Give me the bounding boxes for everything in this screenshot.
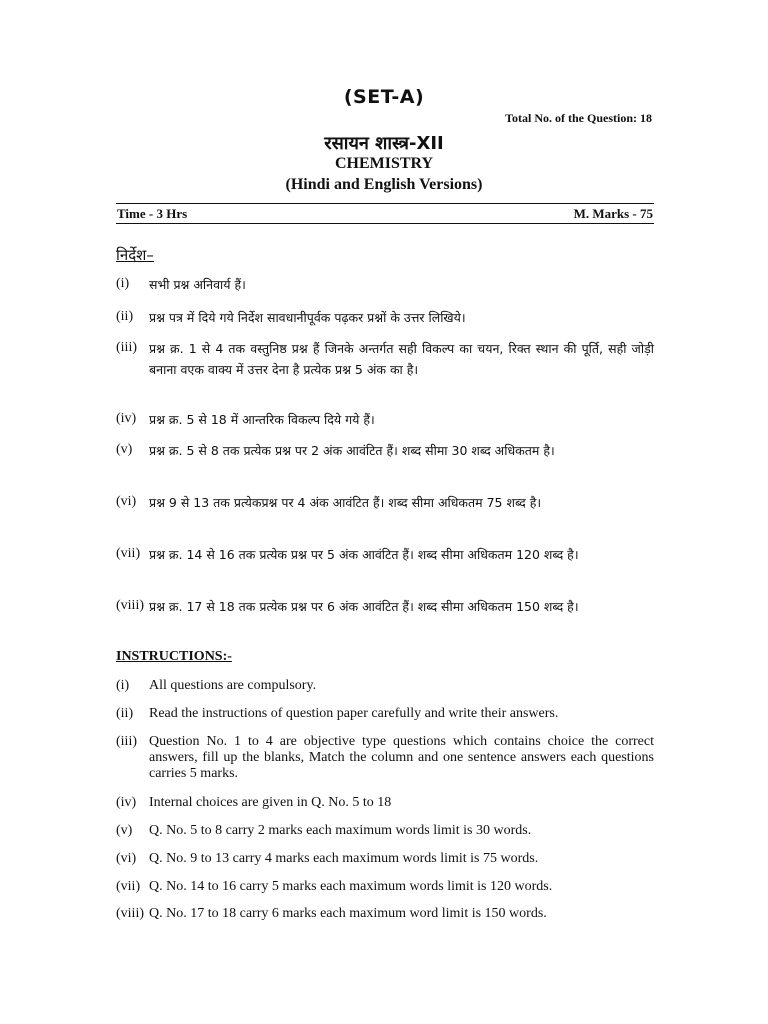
hindi-subject-title: रसायन शास्त्र-XII [324, 133, 444, 154]
item-text: All questions are compulsory. [149, 678, 317, 693]
item-number: (iii) [116, 734, 137, 749]
item-text: Q. No. 5 to 8 carry 2 marks each maximum words limit is 30 words. [149, 823, 532, 838]
item-number: (viii) [116, 598, 144, 613]
item-text: प्रश्न क्र. 1 से 4 तक वस्तुनिष्ठ प्रश्न हैं जिनके अन्तर्गत सही विकल्प का चयन, रिक्त स्थान की पूर्ति, सही जोड़ी बनाना वएक वाक्य में उत्तर देना है प्रत्येक प्रश्न 5 अंक का है। [149, 341, 654, 377]
item-number: (ii) [116, 309, 134, 324]
item-text: प्रश्न पत्र में दिये गये निर्देश सावधानीपूर्वक पढ़कर प्रश्नों के उत्तर लिखिये। [149, 310, 466, 325]
hindi-instruction-7 [116, 544, 654, 565]
hindi-instruction-2 [116, 307, 654, 328]
hindi-instruction-8 [116, 596, 654, 617]
bottom-divider [116, 223, 654, 224]
english-instruction-2 [116, 706, 654, 722]
english-instruction-5 [116, 823, 654, 839]
hindi-instructions-heading: निर्देश– [116, 246, 154, 264]
item-number: (vii) [116, 546, 141, 561]
hindi-instruction-6 [116, 492, 654, 513]
set-label: (SET-A) [343, 86, 425, 108]
time-allowed: Time - 3 Hrs [117, 206, 188, 221]
item-number: (iv) [116, 411, 137, 426]
item-number: (iv) [116, 795, 137, 810]
item-text: प्रश्न 9 से 13 तक प्रत्येकप्रश्न पर 4 अंक आवंटित हैं। शब्द सीमा अधिकतम 75 शब्द है। [149, 495, 542, 510]
total-questions: Total No. of the Question: 18 [505, 111, 652, 125]
item-number: (vi) [116, 851, 137, 866]
item-number: (i) [116, 276, 130, 291]
english-instruction-4 [116, 795, 654, 811]
item-text: Q. No. 17 to 18 carry 6 marks each maximum word limit is 150 words. [149, 906, 547, 921]
item-number: (vi) [116, 494, 137, 509]
item-number: (viii) [116, 906, 144, 921]
hindi-instruction-4 [116, 409, 654, 430]
english-instruction-8 [116, 906, 654, 922]
item-text: Question No. 1 to 4 are objective type questions which contains choice the correct answers, fill up the blanks, Match the column and one sentence answers each questions carries 5 marks. [149, 734, 654, 781]
item-number: (v) [116, 442, 133, 457]
max-marks: M. Marks - 75 [573, 206, 653, 221]
item-number: (vii) [116, 879, 141, 894]
item-number: (i) [116, 678, 130, 693]
english-instruction-3 [116, 734, 654, 782]
item-text: प्रश्न क्र. 17 से 18 तक प्रत्येक प्रश्न पर 6 अंक आवंटित हैं। शब्द सीमा अधिकतम 150 शब्द है। [149, 599, 579, 614]
item-text: Q. No. 9 to 13 carry 4 marks each maximum words limit is 75 words. [149, 851, 539, 866]
hindi-instruction-1 [116, 274, 654, 295]
subject-title: CHEMISTRY [334, 155, 434, 172]
hindi-instruction-3 [116, 338, 654, 380]
item-text: प्रश्न क्र. 5 से 8 तक प्रत्येक प्रश्न पर 2 अंक आवंटित हैं। शब्द सीमा 30 शब्द अधिकतम है। [149, 443, 555, 458]
item-text: प्रश्न क्र. 14 से 16 तक प्रत्येक प्रश्न पर 5 अंक आवंटित हैं। शब्द सीमा अधिकतम 120 शब्द है। [149, 547, 579, 562]
english-instruction-7 [116, 879, 654, 895]
item-number: (ii) [116, 706, 134, 721]
item-text: Read the instructions of question paper carefully and write their answers. [149, 706, 559, 721]
english-instruction-1 [116, 678, 654, 694]
hindi-instruction-5 [116, 440, 654, 461]
item-text: Internal choices are given in Q. No. 5 to 18 [149, 795, 392, 810]
top-divider [116, 203, 654, 204]
item-number: (v) [116, 823, 133, 838]
versions-subtitle: (Hindi and English Versions) [285, 176, 483, 193]
item-text: प्रश्न क्र. 5 से 18 में आन्तरिक विकल्प दिये गये हैं। [149, 412, 375, 427]
item-text: सभी प्रश्न अनिवार्य हैं। [149, 277, 246, 292]
english-instruction-6 [116, 851, 654, 867]
item-text: Q. No. 14 to 16 carry 5 marks each maximum words limit is 120 words. [149, 879, 553, 894]
item-number: (iii) [116, 340, 137, 355]
english-instructions-heading: INSTRUCTIONS:- [116, 649, 232, 664]
